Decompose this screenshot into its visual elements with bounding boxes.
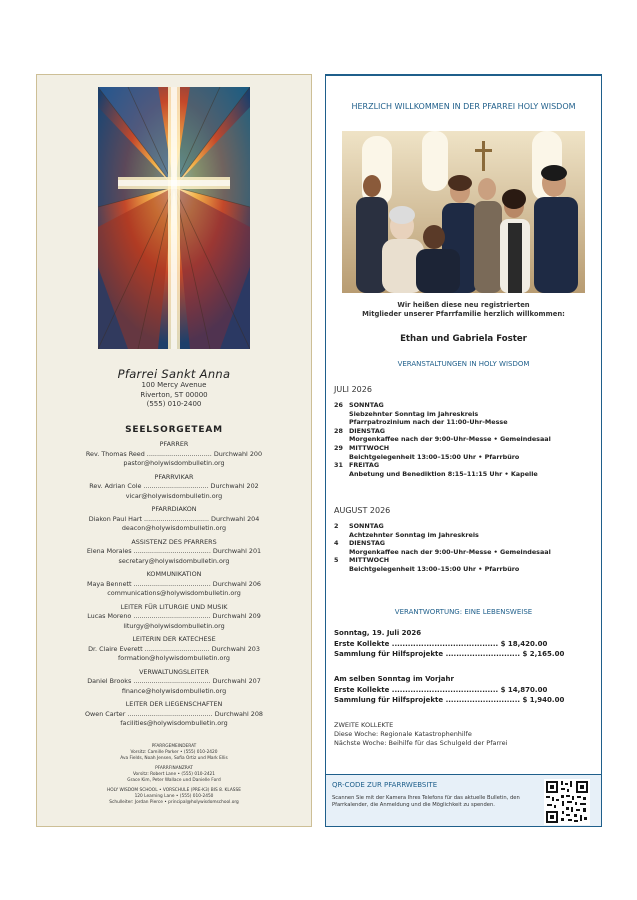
- staff-email[interactable]: deacon@holywisdombulletin.org: [121, 524, 227, 532]
- staff-email[interactable]: vicar@holywisdombulletin.org: [125, 491, 223, 500]
- stained-glass-cross-image: [98, 87, 250, 349]
- collection-row: Sammlung für Hilfsprojekte ............................ $ 1,940.00: [334, 696, 565, 704]
- qr-code-icon[interactable]: [544, 779, 590, 825]
- qr-description: Scannen Sie mit der Kamera Ihres Telefons für das aktuelle Bulletin, den Pfarrkalender, die Anmeldung und die Möglichkeit zu spenden.: [332, 795, 520, 808]
- parish-info-panel: [36, 74, 312, 827]
- event-item: 29 MITTWOCH Beichtgelegenheit 13:00–15:00 Uhr • Pfarrbüro: [334, 443, 520, 461]
- welcome-title: HERZLICH WILLKOMMEN IN DER PFARREI HOLY WISDOM: [351, 102, 576, 111]
- staff-heading: SEELSORGETEAM: [125, 425, 223, 435]
- staff-email[interactable]: facilities@holywisdombulletin.org: [120, 719, 228, 727]
- staff-role: PFARRDIAKON: [151, 505, 197, 513]
- board-title: PFARRGEMEINDERAT: [151, 744, 197, 749]
- parish-name: Pfarrei Sankt Anna: [117, 367, 231, 381]
- qr-section: [326, 774, 601, 827]
- staff-line: Rev. Adrian Cole ................................ Durchwahl 202: [89, 482, 259, 490]
- councils-and-school: PFARRGEMEINDERAT Vorsitz: Camille Parker • (555) 010-2420 Ava Fields, Noah Jensen, Sofia Ortiz und Mark Ellis PFARRFINANZRAT Vorsitz: Robert Lane • (555) 010-2421 Grace Kim, Peter Wallace und Danielle Ford HOLY WISDOM SCHOOL • VORSCHULE (PRE-K3) BIS 8. KLASSE 120 Learning Lane • (555) 010-2450 Schulleiter: Jordan Pierce • principal@holywisdomschool.org: [37, 744, 311, 806]
- staff-line: Owen Carter .......................................... Durchwahl 208: [85, 709, 263, 718]
- staff-line: Daniel Brooks ...................................... Durchwahl 207: [87, 677, 261, 685]
- staff-line: Dr. Claire Everett ................................ Durchwahl 203: [88, 644, 260, 653]
- event-item: 26 SONNTAG Siebzehnter Sonntag im Jahreskreis Pfarrpatrozinium nach der 11:00-Uhr-Messe: [334, 401, 508, 427]
- welcome-message: Wir heißen diese neu registrierten Mitglieder unserer Pfarrfamilie herzlich willkommen:: [362, 301, 565, 318]
- staff-role: KOMMUNIKATION: [146, 570, 202, 578]
- staff-line: Diakon Paul Hart ................................ Durchwahl 204: [88, 514, 260, 523]
- event-item: 2 SONNTAG Achtzehnter Sonntag im Jahreskreis: [334, 522, 479, 539]
- staff-line: Rev. Thomas Reed ................................ Durchwahl 200: [85, 449, 263, 458]
- staff-role: LEITERIN DER KATECHESE: [132, 635, 216, 643]
- second-collection: ZWEITE KOLLEKTE Diese Woche: Regionale Katastrophenhilfe Nächste Woche: Beihilfe für das Schulgeld der Pfarrei: [334, 721, 508, 747]
- staff-role: LEITER FÜR LITURGIE UND MUSIK: [120, 602, 228, 611]
- staff-role: LEITER DER LIEGENSCHAFTEN: [125, 700, 223, 708]
- board-title: HOLY WISDOM SCHOOL • VORSCHULE (PRE-K3) BIS 8. KLASSE: [107, 788, 241, 793]
- collection-previous: [334, 674, 565, 706]
- staff-role: PFARRVIKAR: [154, 472, 194, 481]
- event-item: 31 FREITAG Anbetung und Benediktion 8:15–11:15 Uhr • Kapelle: [334, 461, 538, 478]
- staff-email[interactable]: pastor@holywisdombulletin.org: [123, 459, 225, 467]
- staff-role: VERWALTUNGSLEITER: [139, 667, 209, 676]
- month-label: JULI 2026: [334, 385, 372, 394]
- events-list-august: [334, 522, 596, 574]
- collection-date: Am selben Sonntag im Vorjahr: [334, 675, 454, 683]
- second-collection-title: ZWEITE KOLLEKTE: [334, 721, 394, 729]
- staff-line: Lucas Moreno ...................................... Durchwahl 209: [87, 612, 261, 620]
- staff-role: PFARRER: [159, 440, 189, 448]
- parish-address: 100 Mercy Avenue Riverton, ST 00000 (555) 010-2400: [140, 381, 208, 408]
- new-members-names: Ethan und Gabriela Foster: [400, 334, 527, 344]
- stewardship-heading: VERANTWORTUNG: EINE LEBENSWEISE: [394, 608, 533, 616]
- event-item: 5 MITTWOCH Beichtgelegenheit 13:00–15:00 Uhr • Pfarrbüro: [334, 556, 520, 573]
- staff-line: Elena Morales ...................................... Durchwahl 201: [86, 547, 262, 555]
- events-list-july: [334, 401, 596, 478]
- board-title: PFARRFINANZRAT: [155, 766, 193, 771]
- staff-email[interactable]: finance@holywisdombulletin.org: [121, 686, 227, 695]
- bulletin-news-panel: [325, 74, 602, 827]
- staff-email[interactable]: communications@holywisdombulletin.org: [107, 589, 241, 597]
- collection-row: Sammlung für Hilfsprojekte ............................ $ 2,165.00: [334, 650, 565, 658]
- month-label: AUGUST 2026: [334, 506, 391, 515]
- staff-email[interactable]: formation@holywisdombulletin.org: [118, 654, 230, 662]
- staff-role: ASSISTENZ DES PFARRERS: [131, 537, 217, 546]
- event-item: 28 DIENSTAG Morgenkaffee nach der 9:00-Uhr-Messe • Gemeindesaal: [334, 426, 551, 444]
- staff-email[interactable]: secretary@holywisdombulletin.org: [118, 556, 230, 565]
- staff-directory: [37, 440, 311, 729]
- collection-row: Erste Kollekte ........................................ $ 14,870.00: [334, 685, 548, 694]
- events-heading: VERANSTALTUNGEN IN HOLY WISDOM: [397, 360, 530, 368]
- staff-email[interactable]: liturgy@holywisdombulletin.org: [123, 621, 225, 630]
- event-item: 4 DIENSTAG Morgenkaffee nach der 9:00-Uhr-Messe • Gemeindesaal: [334, 539, 551, 556]
- collection-date: Sonntag, 19. Juli 2026: [334, 629, 422, 637]
- collection-row: Erste Kollekte ........................................ $ 18,420.00: [334, 639, 548, 648]
- staff-line: Maya Bennett ...................................... Durchwahl 206: [87, 579, 261, 588]
- collection-current: [334, 628, 565, 660]
- qr-title: QR-CODE ZUR PFARRWEBSITE: [332, 781, 438, 789]
- parishioners-photo: [342, 131, 585, 293]
